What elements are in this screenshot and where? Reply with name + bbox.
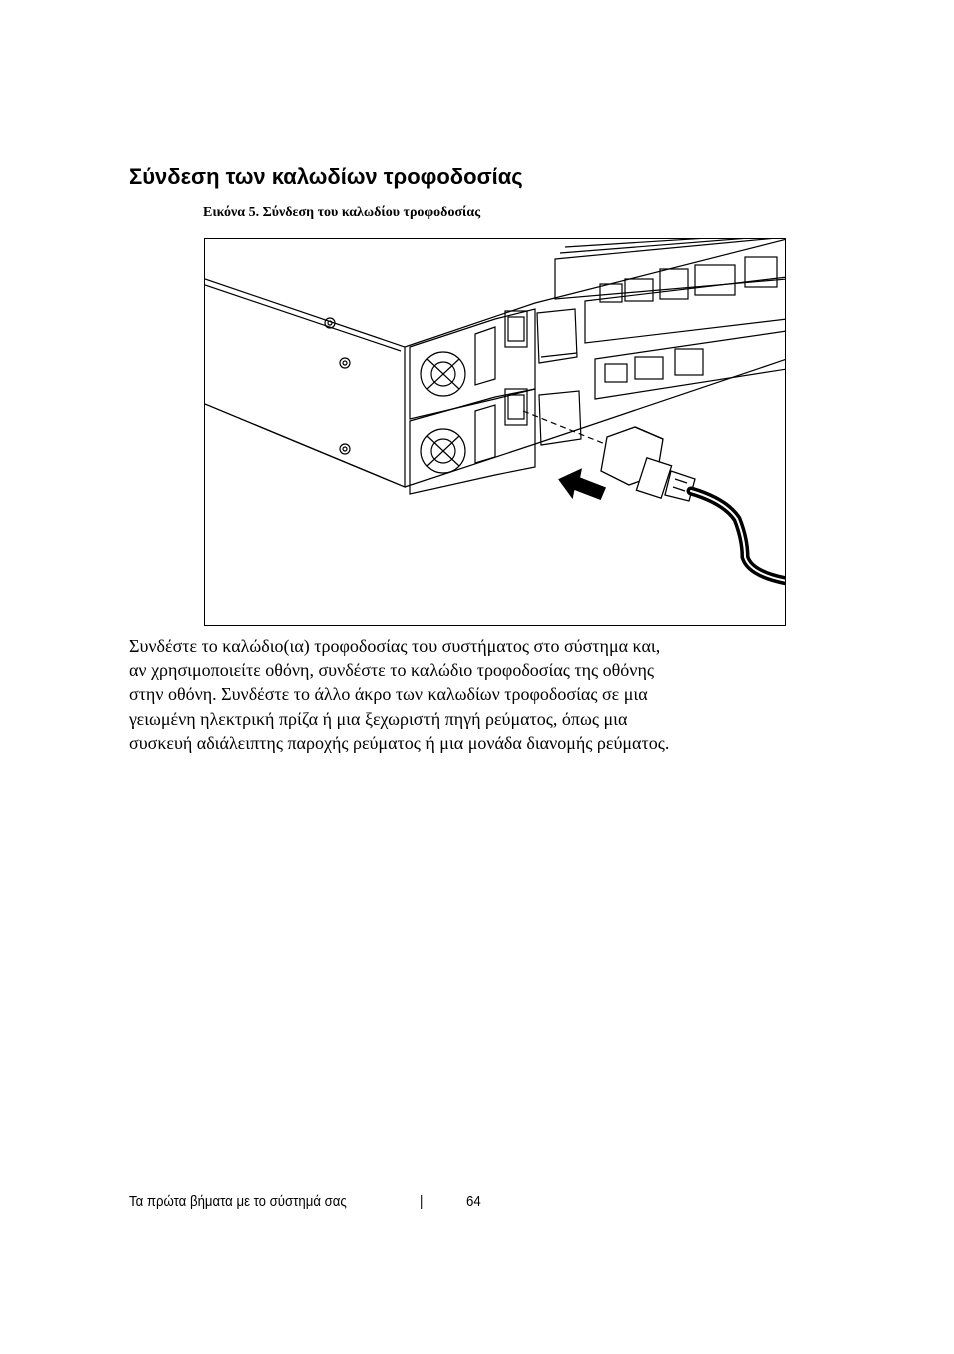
paragraph-line: γειωμένη ηλεκτρική πρίζα ή μια ξεχωριστή πηγή ρεύματος, όπως μια <box>129 708 628 729</box>
instruction-paragraph <box>129 634 829 755</box>
power-cable <box>691 491 786 581</box>
figure-power-cable-illustration <box>204 238 786 626</box>
paragraph-line: Συνδέστε το καλώδιο(ια) τροφοδοσίας του συστήματος στο σύστημα και, <box>129 636 661 656</box>
screw-icon <box>340 358 350 368</box>
section-heading: Σύνδεση των καλωδίων τροφοδοσίας <box>129 164 523 189</box>
rear-io-panel <box>555 239 786 399</box>
paragraph-line: στην οθόνη. Συνδέστε το άλλο άκρο των καλωδίων τροφοδοσίας σε μια <box>129 684 648 705</box>
footer-title: Τα πρώτα βήματα με το σύστημά σας <box>129 1193 347 1210</box>
figure-caption: Εικόνα 5. Σύνδεση του καλωδίου τροφοδοσίας <box>203 205 481 220</box>
server-rear-illustration <box>205 239 786 626</box>
screw-icon <box>340 444 350 454</box>
footer-separator: | <box>420 1193 424 1210</box>
cable-guide-bottom <box>539 391 581 445</box>
power-cable-connector <box>601 427 695 501</box>
insertion-arrow-icon <box>557 467 607 501</box>
power-supply-unit-top <box>410 309 535 419</box>
chassis-side-panel <box>205 279 405 487</box>
paragraph-line: αν χρησιμοποιείτε οθόνη, συνδέστε το καλώδιο τροφοδοσίας της οθόνης <box>129 660 654 681</box>
page-number: 64 <box>466 1193 481 1210</box>
paragraph-line: συσκευή αδιάλειπτης παροχής ρεύματος ή μια μονάδα διανομής ρεύματος. <box>129 732 670 753</box>
